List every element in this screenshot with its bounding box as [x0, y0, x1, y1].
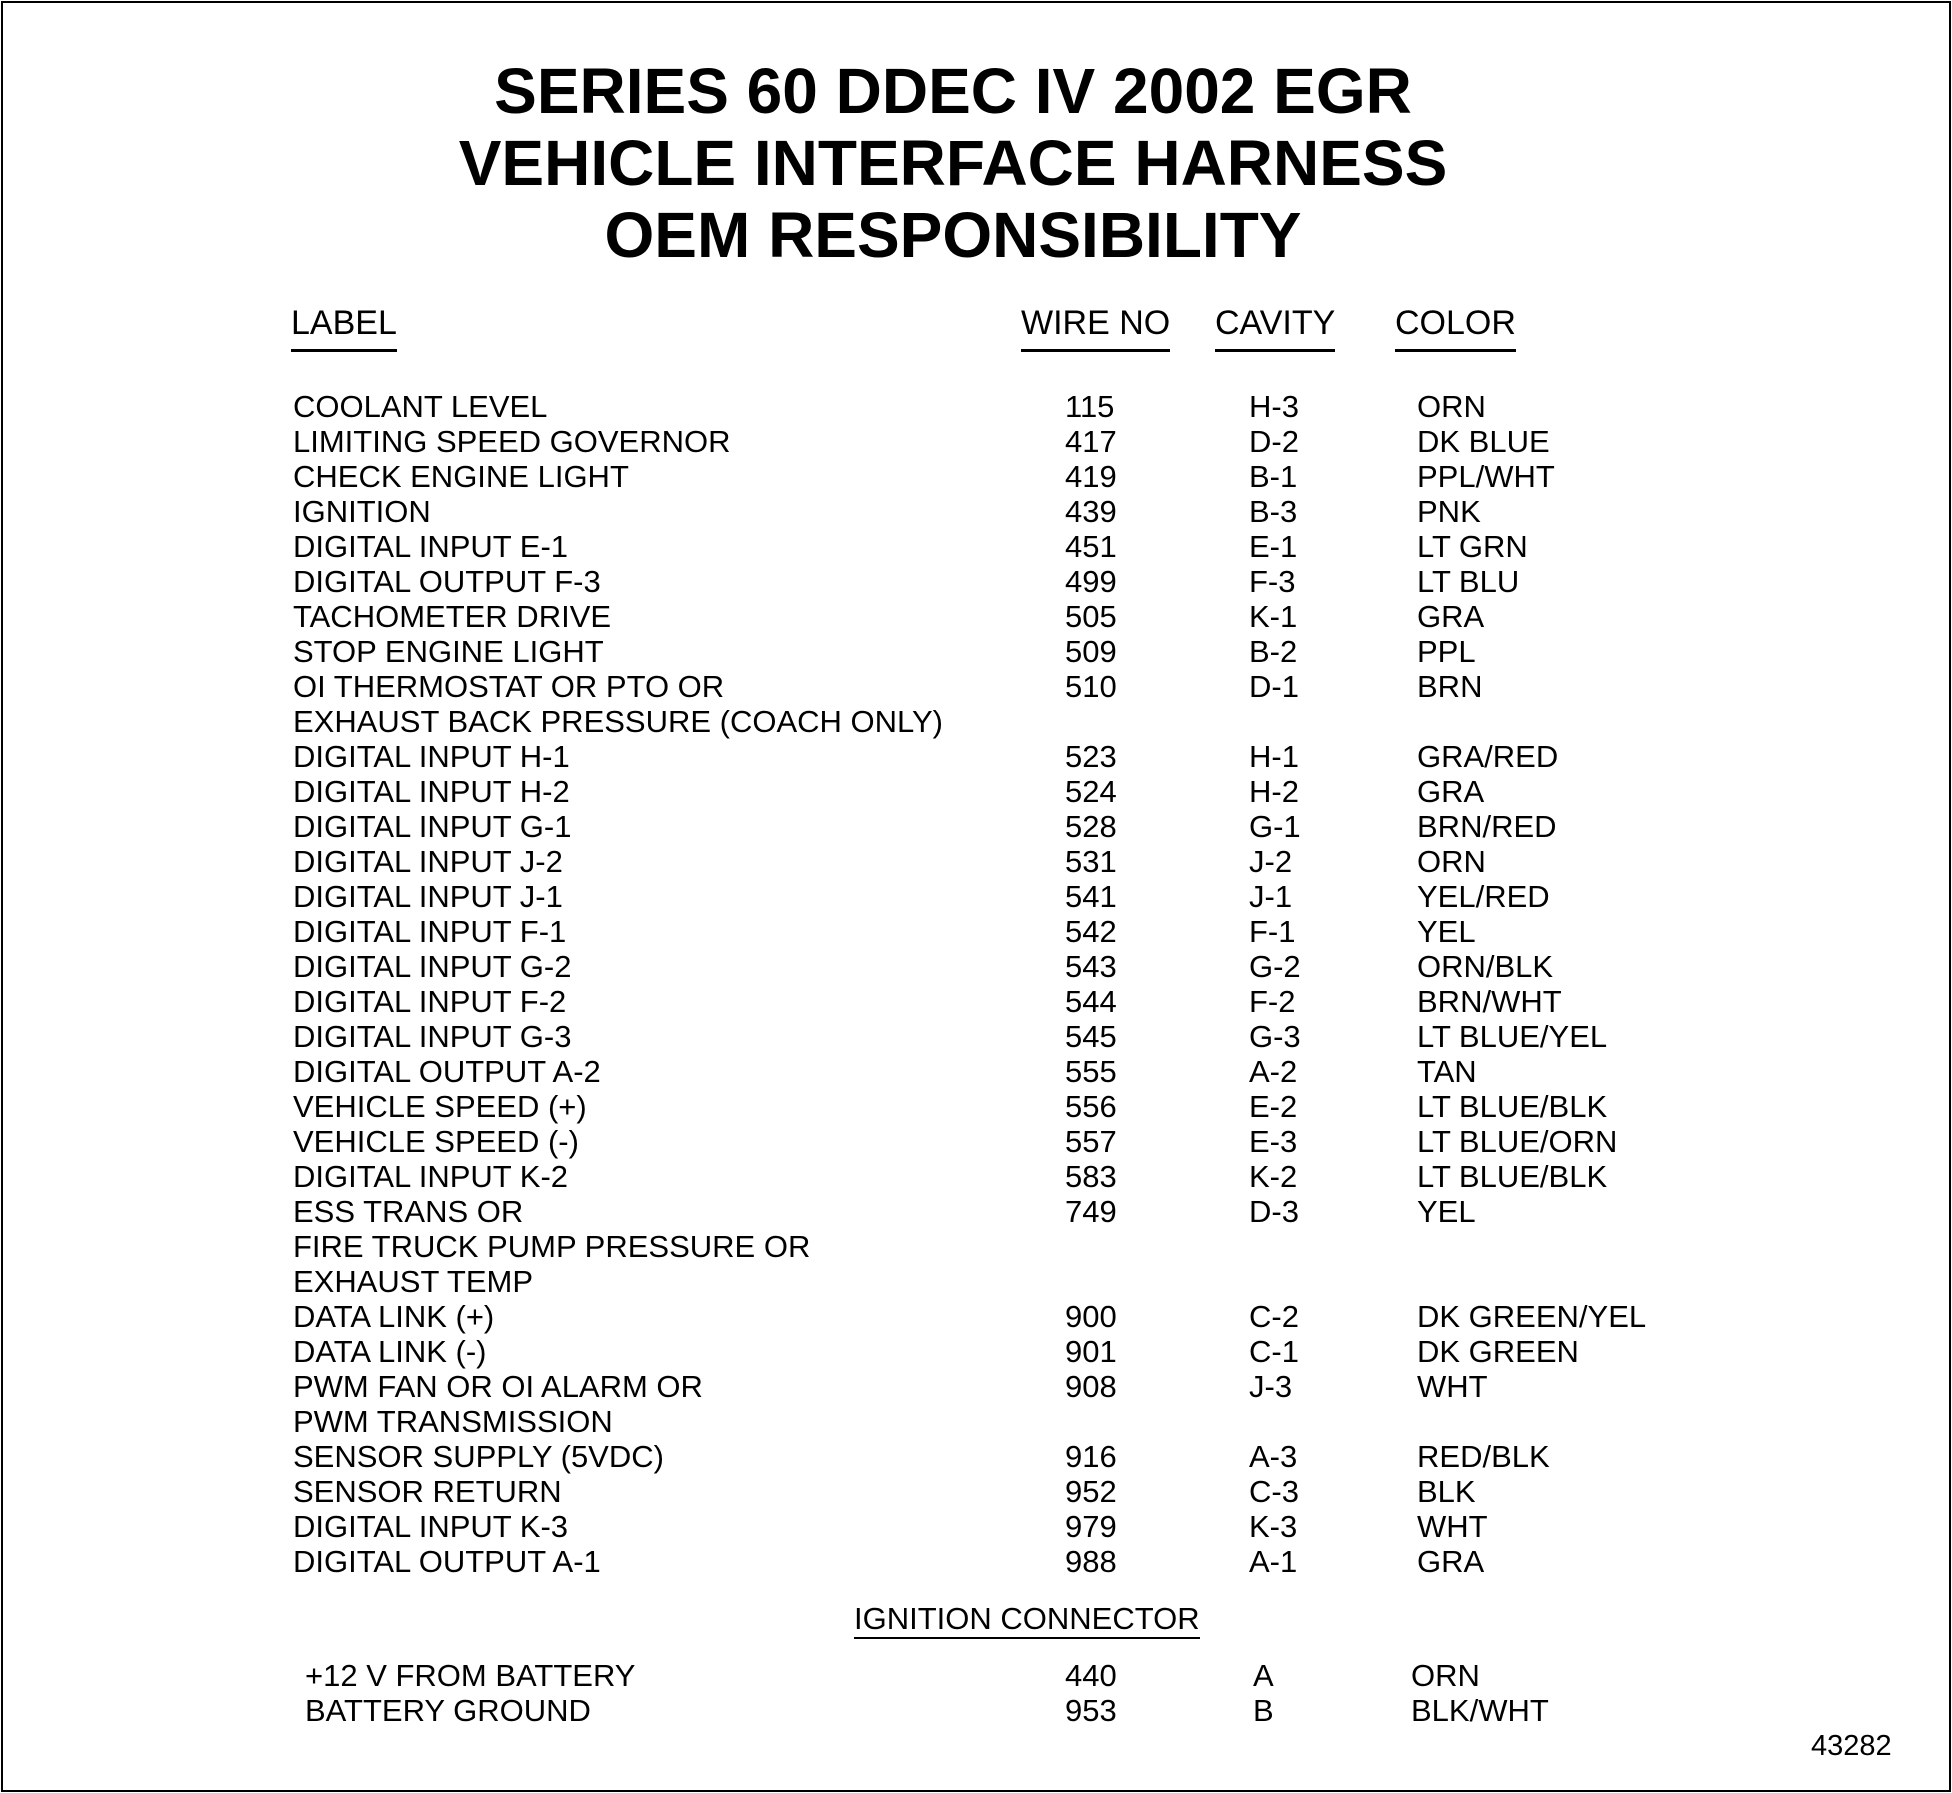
- row-color: YEL/RED: [1417, 879, 1550, 914]
- row-cavity: E-2: [1249, 1089, 1298, 1124]
- table-row: [3, 389, 1949, 424]
- row-wire-no: 988: [1065, 1544, 1117, 1579]
- row-wire-no: 901: [1065, 1334, 1117, 1369]
- header-color: COLOR: [1395, 303, 1516, 352]
- row-color: RED/BLK: [1417, 1439, 1550, 1474]
- row-wire-no: 542: [1065, 914, 1117, 949]
- row-color: BRN/RED: [1417, 809, 1557, 844]
- row-wire-no: 545: [1065, 1019, 1117, 1054]
- row-label: +12 V FROM BATTERY: [305, 1658, 636, 1693]
- row-label: DIGITAL INPUT K-3: [293, 1509, 569, 1544]
- row-label: DATA LINK (-): [293, 1334, 487, 1369]
- row-color: BRN: [1417, 669, 1483, 704]
- row-cavity: C-3: [1249, 1474, 1299, 1509]
- table-row: [3, 704, 1949, 739]
- row-label: DIGITAL INPUT J-1: [293, 879, 563, 914]
- table-row: [3, 1439, 1949, 1474]
- row-wire-no: 541: [1065, 879, 1117, 914]
- row-label: COOLANT LEVEL: [293, 389, 548, 424]
- row-label: SENSOR RETURN: [293, 1474, 562, 1509]
- table-row: [3, 1229, 1949, 1264]
- row-cavity: K-3: [1249, 1509, 1298, 1544]
- row-label: EXHAUST TEMP: [293, 1264, 534, 1299]
- table-row: [3, 669, 1949, 704]
- row-color: GRA: [1417, 774, 1485, 809]
- table-row: [3, 1124, 1949, 1159]
- row-cavity: F-3: [1249, 564, 1296, 599]
- row-color: ORN: [1417, 389, 1486, 424]
- row-wire-no: 510: [1065, 669, 1117, 704]
- row-wire-no: 916: [1065, 1439, 1117, 1474]
- row-color: WHT: [1417, 1509, 1488, 1544]
- row-label: DIGITAL INPUT G-2: [293, 949, 572, 984]
- row-label: PWM TRANSMISSION: [293, 1404, 613, 1439]
- row-wire-no: 417: [1065, 424, 1117, 459]
- row-color: LT GRN: [1417, 529, 1528, 564]
- row-cavity: G-2: [1249, 949, 1301, 984]
- row-wire-no: 555: [1065, 1054, 1117, 1089]
- row-cavity: H-3: [1249, 389, 1299, 424]
- row-color: LT BLUE/YEL: [1417, 1019, 1608, 1054]
- row-cavity: B-1: [1249, 459, 1298, 494]
- row-cavity: K-1: [1249, 599, 1298, 634]
- row-wire-no: 543: [1065, 949, 1117, 984]
- row-cavity: D-2: [1249, 424, 1299, 459]
- table-row: [3, 634, 1949, 669]
- document-title: [3, 55, 1903, 271]
- row-color: BLK: [1417, 1474, 1476, 1509]
- row-label: STOP ENGINE LIGHT: [293, 634, 604, 669]
- table-row: [3, 1089, 1949, 1124]
- row-label: DIGITAL INPUT H-2: [293, 774, 570, 809]
- row-color: PNK: [1417, 494, 1481, 529]
- title-line-3: OEM RESPONSIBILITY: [604, 199, 1302, 271]
- document-page: [1, 1, 1951, 1792]
- row-label: IGNITION: [293, 494, 431, 529]
- table-row: [3, 459, 1949, 494]
- row-color: ORN: [1411, 1658, 1480, 1693]
- row-color: YEL: [1417, 914, 1476, 949]
- row-cavity: E-1: [1249, 529, 1298, 564]
- row-color: LT BLUE/BLK: [1417, 1089, 1608, 1124]
- row-label: DIGITAL INPUT E-1: [293, 529, 569, 564]
- table-row: [3, 529, 1949, 564]
- row-label: DIGITAL INPUT G-3: [293, 1019, 572, 1054]
- title-line-2: VEHICLE INTERFACE HARNESS: [458, 127, 1448, 199]
- row-label: PWM FAN OR OI ALARM OR: [293, 1369, 703, 1404]
- table-row: [3, 599, 1949, 634]
- table-row: [3, 1159, 1949, 1194]
- table-row: [3, 1054, 1949, 1089]
- table-row: [3, 1509, 1949, 1544]
- row-color: TAN: [1417, 1054, 1477, 1089]
- table-row: [3, 774, 1949, 809]
- row-color: DK GREEN/YEL: [1417, 1299, 1647, 1334]
- row-wire-no: 531: [1065, 844, 1117, 879]
- row-label: DIGITAL INPUT G-1: [293, 809, 572, 844]
- row-color: ORN/BLK: [1417, 949, 1554, 984]
- table-row: [3, 424, 1949, 459]
- row-label: DIGITAL OUTPUT F-3: [293, 564, 601, 599]
- row-label: DIGITAL INPUT F-1: [293, 914, 567, 949]
- table-row: [3, 1194, 1949, 1229]
- table-row: [3, 1369, 1949, 1404]
- row-wire-no: 953: [1065, 1693, 1117, 1728]
- row-cavity: A-3: [1249, 1439, 1298, 1474]
- table-row: [3, 1299, 1949, 1334]
- row-color: YEL: [1417, 1194, 1476, 1229]
- row-wire-no: 556: [1065, 1089, 1117, 1124]
- row-label: DIGITAL INPUT F-2: [293, 984, 567, 1019]
- row-cavity: D-1: [1249, 669, 1299, 704]
- title-line-1: SERIES 60 DDEC IV 2002 EGR: [494, 55, 1412, 127]
- row-color: BRN/WHT: [1417, 984, 1562, 1019]
- row-cavity: C-1: [1249, 1334, 1299, 1369]
- table-row: [3, 809, 1949, 844]
- row-wire-no: 524: [1065, 774, 1117, 809]
- row-color: LT BLUE/ORN: [1417, 1124, 1618, 1159]
- row-label: TACHOMETER DRIVE: [293, 599, 612, 634]
- row-label: EXHAUST BACK PRESSURE (COACH ONLY): [293, 704, 943, 739]
- row-wire-no: 544: [1065, 984, 1117, 1019]
- row-color: ORN: [1417, 844, 1486, 879]
- row-color: GRA/RED: [1417, 739, 1559, 774]
- row-color: LT BLU: [1417, 564, 1520, 599]
- table-row: [3, 564, 1949, 599]
- row-color: PPL: [1417, 634, 1476, 669]
- table-row: [3, 1334, 1949, 1369]
- header-label: LABEL: [291, 303, 397, 352]
- table-row: [3, 1474, 1949, 1509]
- row-cavity: H-1: [1249, 739, 1299, 774]
- row-label: FIRE TRUCK PUMP PRESSURE OR: [293, 1229, 811, 1264]
- row-cavity: B-2: [1249, 634, 1298, 669]
- table-row: [3, 1264, 1949, 1299]
- row-label: DATA LINK (+): [293, 1299, 495, 1334]
- figure-number: 43282: [1811, 1730, 1892, 1762]
- header-wire-no: WIRE NO: [1021, 303, 1170, 352]
- row-cavity: H-2: [1249, 774, 1299, 809]
- row-label: OI THERMOSTAT OR PTO OR: [293, 669, 725, 704]
- row-cavity: B: [1253, 1693, 1274, 1728]
- row-cavity: A-2: [1249, 1054, 1298, 1089]
- row-label: VEHICLE SPEED (-): [293, 1124, 579, 1159]
- header-cavity: CAVITY: [1215, 303, 1335, 352]
- harness-table: [3, 389, 1949, 1579]
- row-color: PPL/WHT: [1417, 459, 1555, 494]
- ignition-table: [3, 1658, 1949, 1728]
- table-row: [3, 879, 1949, 914]
- table-row: [3, 914, 1949, 949]
- row-wire-no: 115: [1065, 389, 1115, 424]
- row-wire-no: 523: [1065, 739, 1117, 774]
- row-wire-no: 499: [1065, 564, 1117, 599]
- row-cavity: G-3: [1249, 1019, 1301, 1054]
- table-row: [3, 494, 1949, 529]
- row-cavity: A: [1253, 1658, 1274, 1693]
- row-color: WHT: [1417, 1369, 1488, 1404]
- row-wire-no: 440: [1065, 1658, 1117, 1693]
- row-color: GRA: [1417, 599, 1485, 634]
- table-row: [3, 1658, 1949, 1693]
- row-wire-no: 583: [1065, 1159, 1117, 1194]
- table-row: [3, 844, 1949, 879]
- table-row: [3, 949, 1949, 984]
- row-wire-no: 509: [1065, 634, 1117, 669]
- row-cavity: D-3: [1249, 1194, 1299, 1229]
- row-cavity: F-1: [1249, 914, 1296, 949]
- row-label: DIGITAL INPUT J-2: [293, 844, 563, 879]
- row-wire-no: 557: [1065, 1124, 1117, 1159]
- row-label: BATTERY GROUND: [305, 1693, 591, 1728]
- table-row: [3, 739, 1949, 774]
- row-wire-no: 749: [1065, 1194, 1117, 1229]
- row-label: DIGITAL INPUT K-2: [293, 1159, 569, 1194]
- row-cavity: K-2: [1249, 1159, 1298, 1194]
- table-row: [3, 1693, 1949, 1728]
- row-label: CHECK ENGINE LIGHT: [293, 459, 629, 494]
- row-wire-no: 505: [1065, 599, 1117, 634]
- row-wire-no: 908: [1065, 1369, 1117, 1404]
- row-label: DIGITAL OUTPUT A-2: [293, 1054, 601, 1089]
- row-wire-no: 900: [1065, 1299, 1117, 1334]
- row-wire-no: 419: [1065, 459, 1117, 494]
- row-label: SENSOR SUPPLY (5VDC): [293, 1439, 664, 1474]
- row-wire-no: 952: [1065, 1474, 1117, 1509]
- row-wire-no: 979: [1065, 1509, 1117, 1544]
- row-color: DK GREEN: [1417, 1334, 1579, 1369]
- row-cavity: F-2: [1249, 984, 1296, 1019]
- table-row: [3, 1404, 1949, 1439]
- row-cavity: B-3: [1249, 494, 1298, 529]
- row-cavity: C-2: [1249, 1299, 1299, 1334]
- row-label: DIGITAL INPUT H-1: [293, 739, 570, 774]
- row-cavity: J-3: [1249, 1369, 1293, 1404]
- row-label: VEHICLE SPEED (+): [293, 1089, 587, 1124]
- table-row: [3, 1544, 1949, 1579]
- table-row: [3, 1019, 1949, 1054]
- row-cavity: A-1: [1249, 1544, 1298, 1579]
- row-wire-no: 528: [1065, 809, 1117, 844]
- row-color: GRA: [1417, 1544, 1485, 1579]
- row-color: DK BLUE: [1417, 424, 1550, 459]
- row-color: BLK/WHT: [1411, 1693, 1549, 1728]
- row-cavity: E-3: [1249, 1124, 1298, 1159]
- row-cavity: J-2: [1249, 844, 1293, 879]
- row-wire-no: 439: [1065, 494, 1117, 529]
- row-label: DIGITAL OUTPUT A-1: [293, 1544, 601, 1579]
- row-color: LT BLUE/BLK: [1417, 1159, 1608, 1194]
- row-wire-no: 451: [1065, 529, 1117, 564]
- table-row: [3, 984, 1949, 1019]
- ignition-connector-heading: IGNITION CONNECTOR: [854, 1601, 1200, 1639]
- row-cavity: J-1: [1249, 879, 1293, 914]
- row-label: ESS TRANS OR: [293, 1194, 524, 1229]
- row-label: LIMITING SPEED GOVERNOR: [293, 424, 731, 459]
- row-cavity: G-1: [1249, 809, 1301, 844]
